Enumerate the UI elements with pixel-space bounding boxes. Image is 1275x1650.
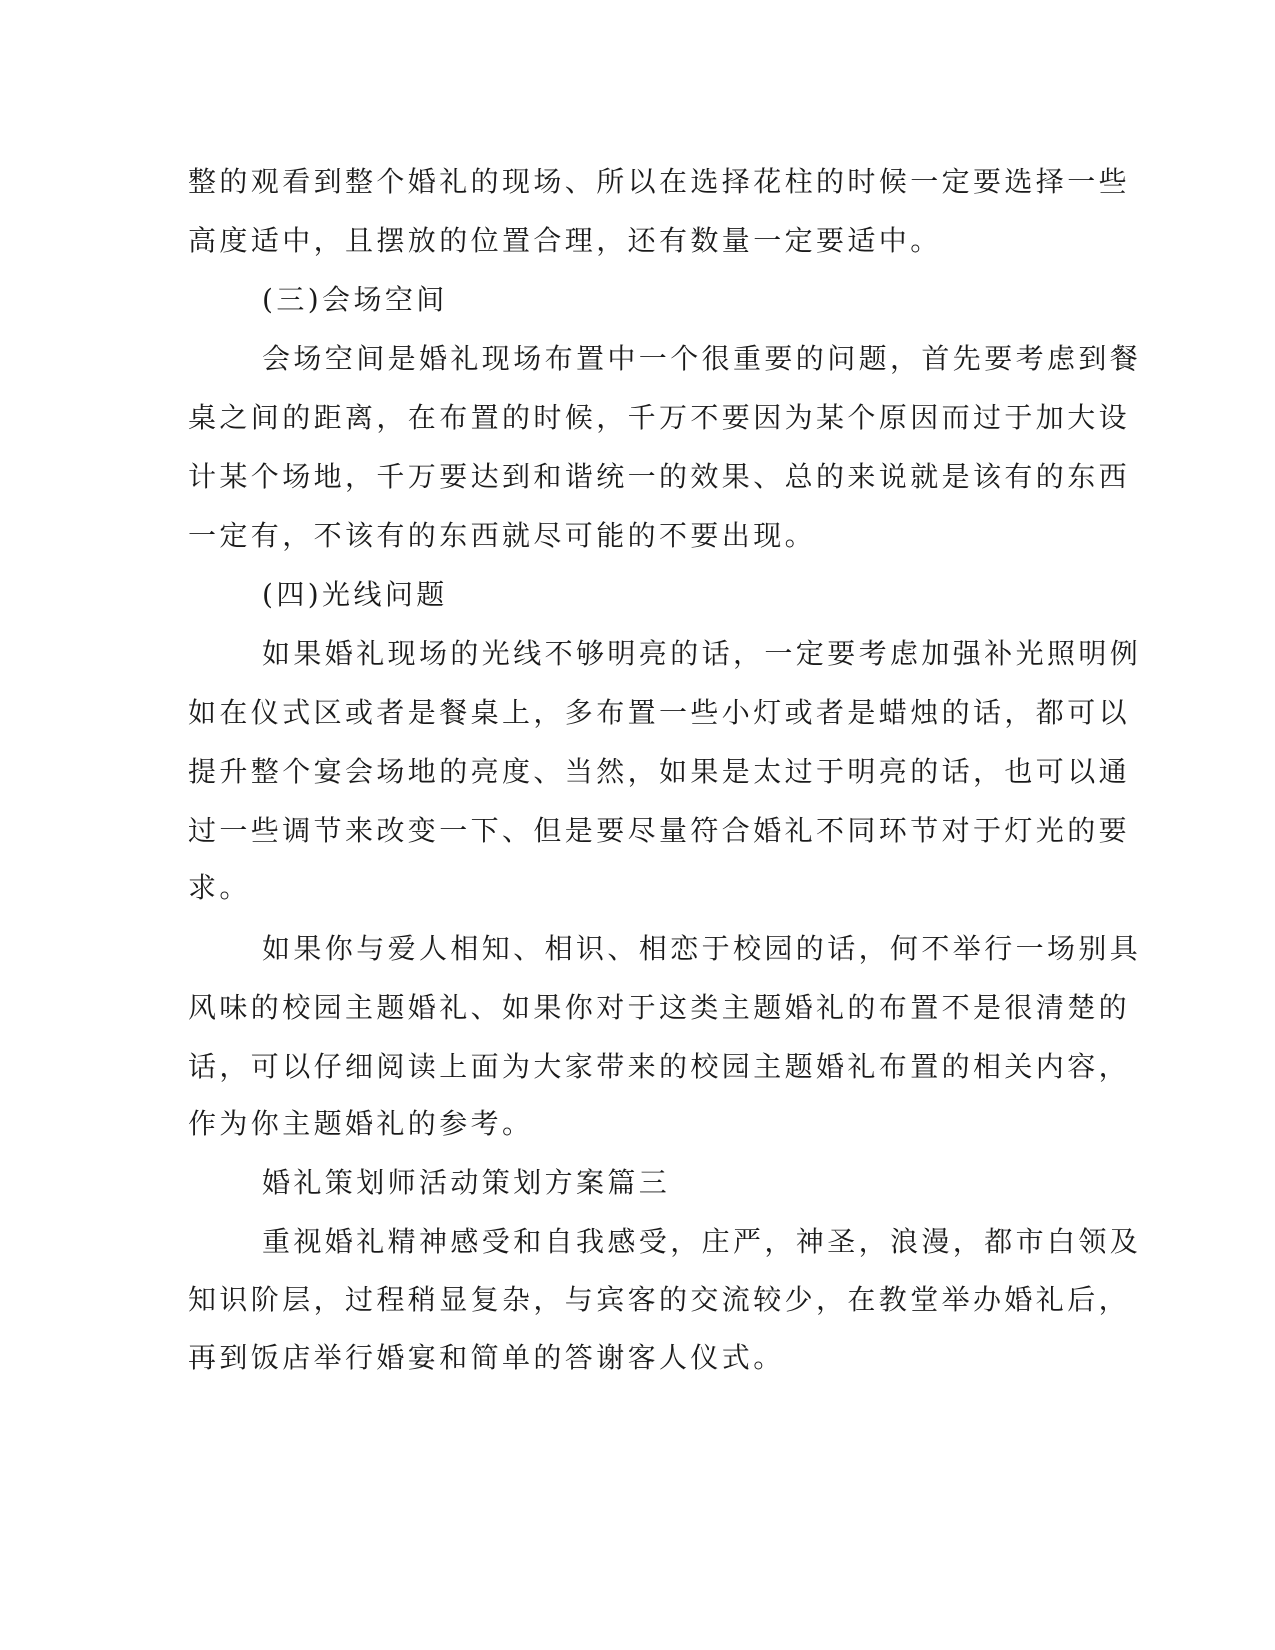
paragraph-line: 再到饭店举行婚宴和简单的答谢客人仪式。 — [188, 1341, 785, 1374]
paragraph-line: 桌之间的距离，在布置的时候，千万不要因为某个原因而过于加大设 — [188, 401, 1131, 434]
paragraph-line: 高度适中，且摆放的位置合理，还有数量一定要适中。 — [188, 224, 942, 257]
paragraph-line: 会场空间是婚礼现场布置中一个很重要的问题，首先要考虑到餐 — [262, 342, 1142, 375]
paragraph-line: 计某个场地，千万要达到和谐统一的效果、总的来说就是该有的东西 — [188, 460, 1131, 493]
paragraph-line: 提升整个宴会场地的亮度、当然，如果是太过于明亮的话，也可以通 — [188, 755, 1131, 788]
section-heading: (四)光线问题 — [262, 578, 448, 611]
paragraph-line: 过一些调节来改变一下、但是要尽量符合婚礼不同环节对于灯光的要 — [188, 814, 1131, 847]
paragraph-line: 风味的校园主题婚礼、如果你对于这类主题婚礼的布置不是很清楚的 — [188, 991, 1131, 1024]
section-heading: (三)会场空间 — [262, 283, 448, 316]
paragraph-line: 如果你与爱人相知、相识、相恋于校园的话，何不举行一场别具 — [262, 932, 1142, 965]
paragraph-line: 求。 — [188, 871, 251, 904]
paragraph-line: 如在仪式区或者是餐桌上，多布置一些小灯或者是蜡烛的话，都可以 — [188, 696, 1131, 729]
paragraph-line: 知识阶层，过程稍显复杂，与宾客的交流较少，在教堂举办婚礼后， — [188, 1283, 1131, 1316]
section-heading: 婚礼策划师活动策划方案篇三 — [262, 1166, 671, 1199]
paragraph-line: 作为你主题婚礼的参考。 — [188, 1107, 534, 1140]
paragraph-line: 如果婚礼现场的光线不够明亮的话，一定要考虑加强补光照明例 — [262, 637, 1142, 670]
paragraph-line: 话，可以仔细阅读上面为大家带来的校园主题婚礼布置的相关内容， — [188, 1050, 1131, 1083]
paragraph-line: 一定有，不该有的东西就尽可能的不要出现。 — [188, 519, 817, 552]
paragraph-line: 整的观看到整个婚礼的现场、所以在选择花柱的时候一定要选择一些 — [188, 165, 1131, 198]
paragraph-line: 重视婚礼精神感受和自我感受，庄严，神圣，浪漫，都市白领及 — [262, 1225, 1142, 1258]
